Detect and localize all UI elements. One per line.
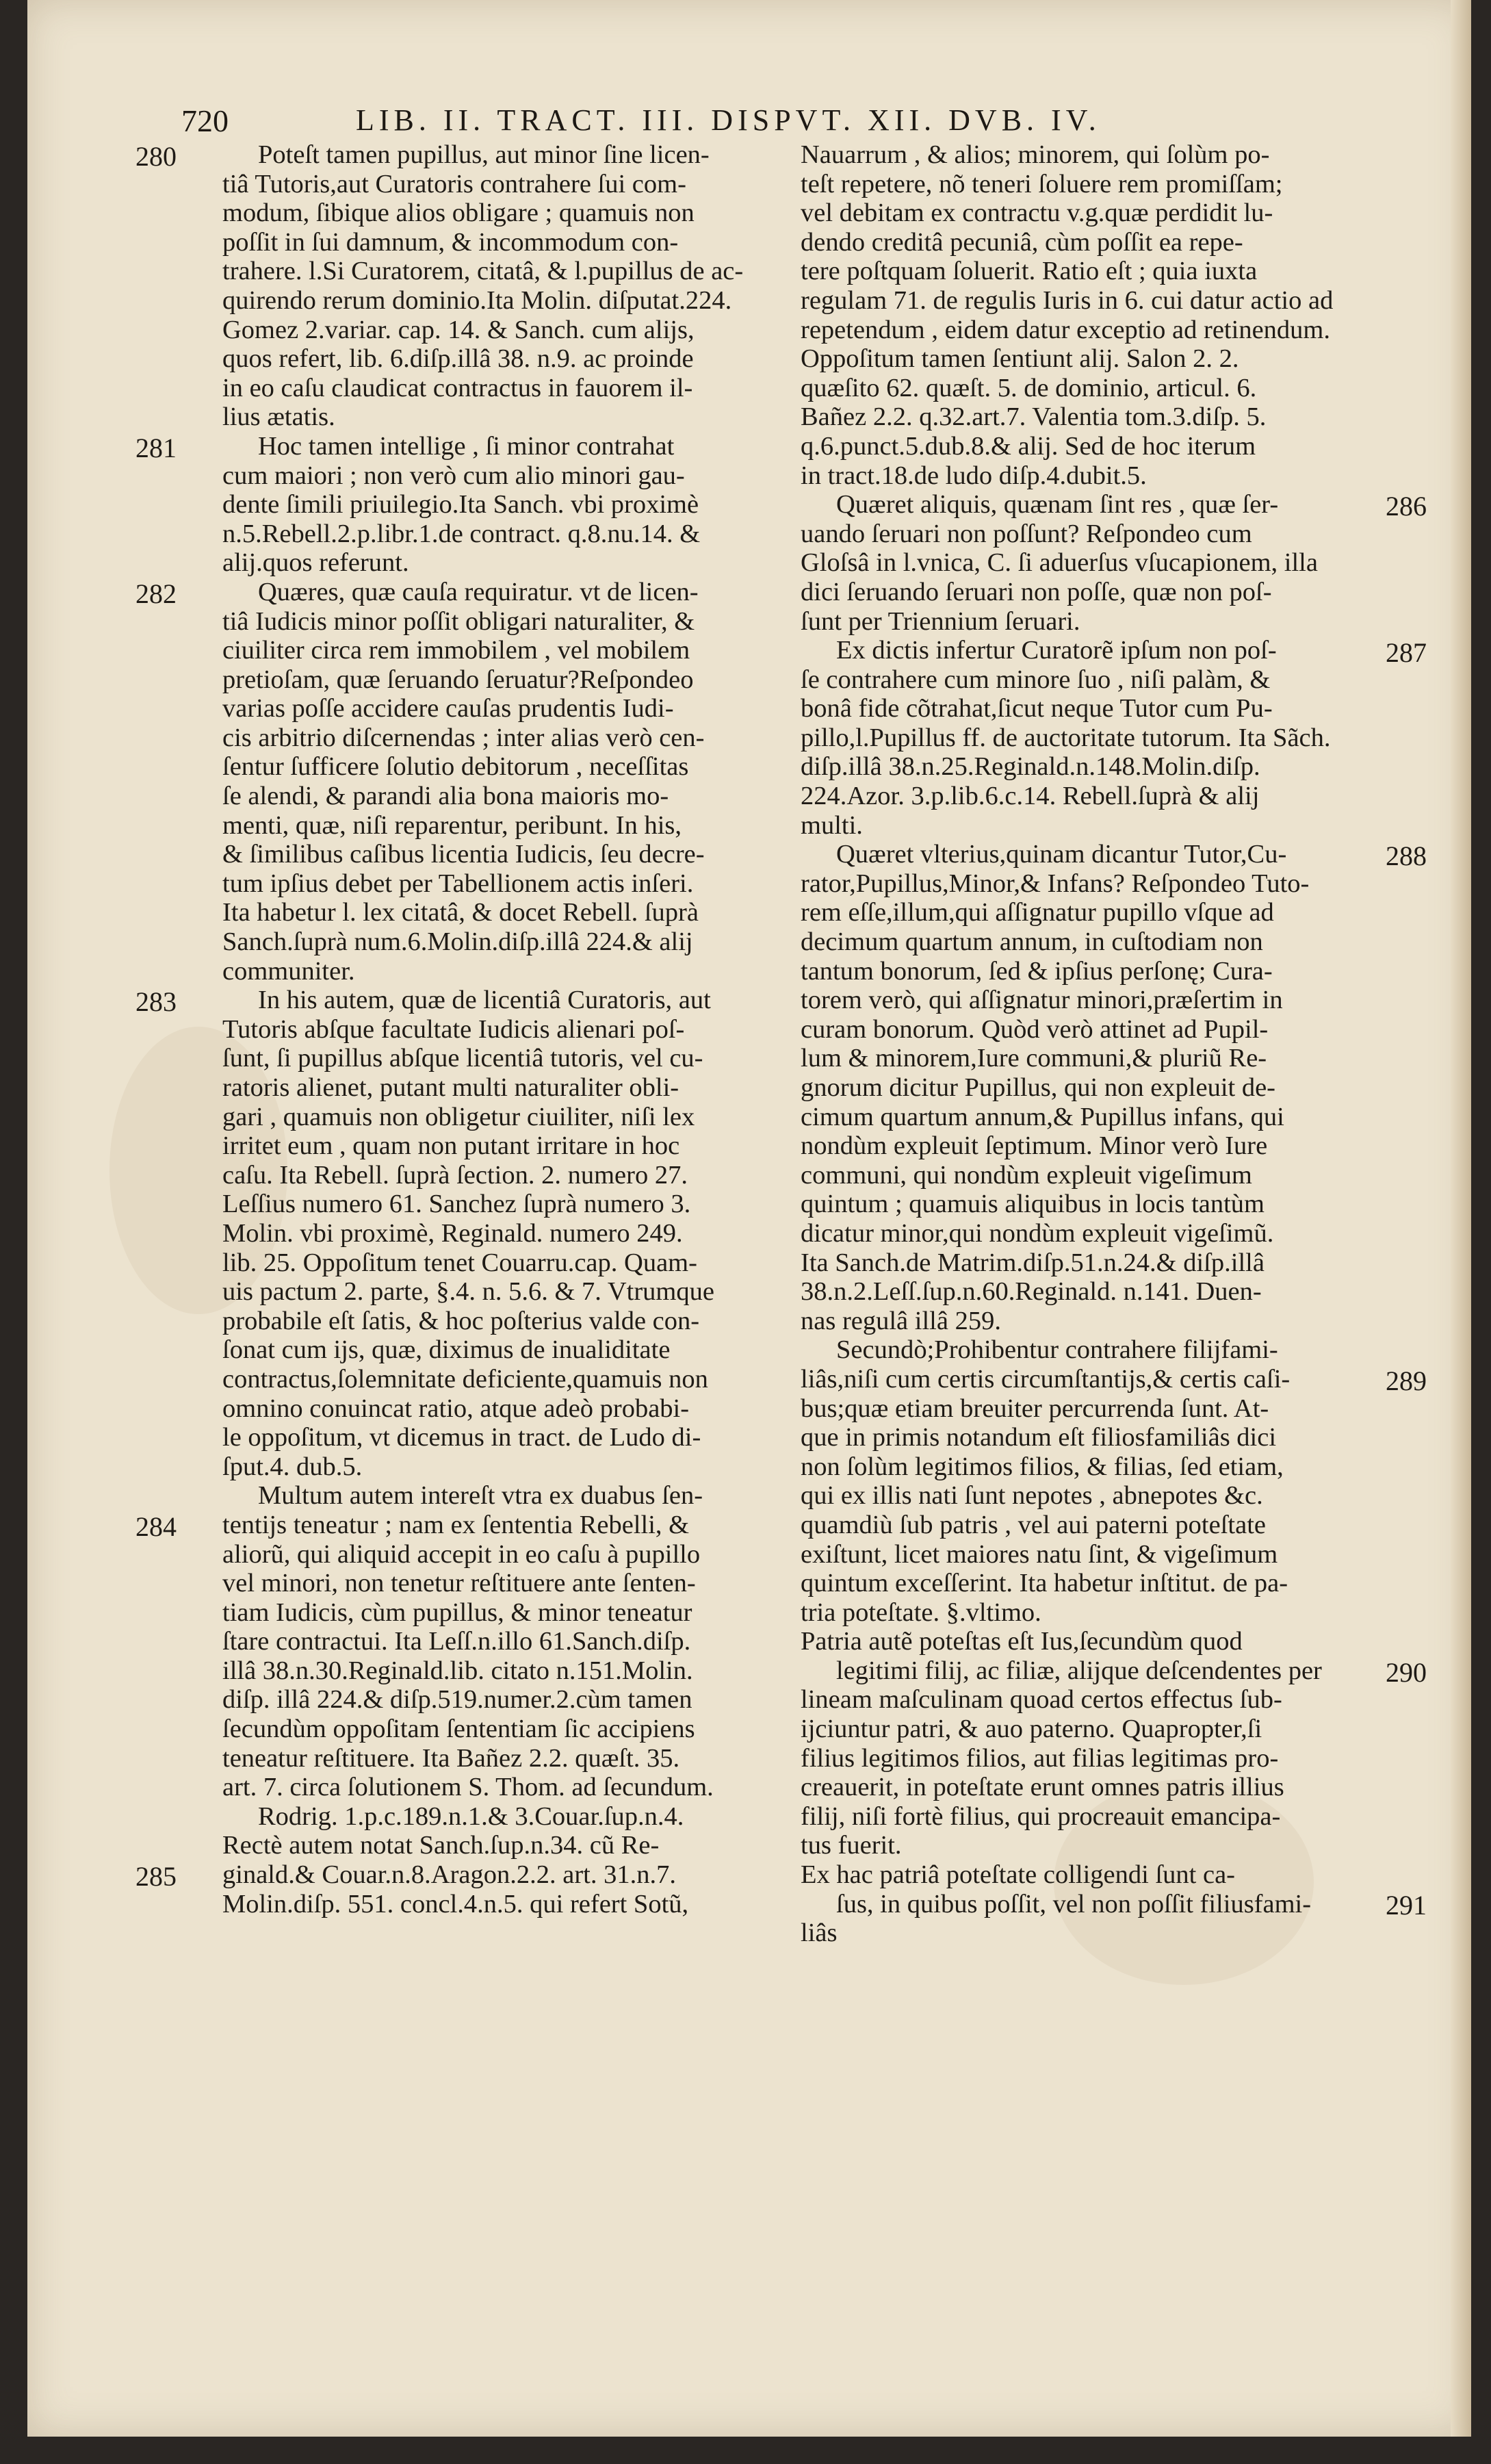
text-line: n.5.Rebell.2.p.libr.1.de contract. q.8.nu.14. & [222, 519, 701, 548]
text-line: tere poſtquam ſoluerit. Ratio eſt ; quia iuxta [801, 257, 1258, 286]
text-line: ijciuntur patri, & auo paterno. Quapropter,ſi [801, 1715, 1262, 1744]
text-line: communiter. [222, 956, 355, 986]
text-line: Hoc tamen intellige , ſi minor contrahat [258, 431, 675, 461]
book-page [27, 0, 1471, 2437]
text-line: 224.Azor. 3.p.lib.6.c.14. Rebell.ſuprà & alij [801, 782, 1260, 811]
text-line: quirendo rerum dominio.Ita Molin. diſputat.224. [222, 285, 732, 315]
text-line: regulam 71. de regulis Iuris in 6. cui datur actio ad [801, 285, 1334, 315]
text-line: pillo,l.Pupillus ff. de auctoritate tutorum. Ita Sãch. [801, 723, 1331, 752]
text-line: curam bonorum. Quòd verò attinet ad Pupil- [801, 1014, 1269, 1044]
text-line: 38.n.2.Leſſ.ſup.n.60.Reginald. n.141. Duen- [801, 1277, 1262, 1307]
text-line: exiſtunt, licet maiores natu ſint, & vigeſimum [801, 1539, 1278, 1569]
text-line: alij.quos referunt. [222, 548, 409, 578]
text-line: ginald.& Couar.n.8.Aragon.2.2. art. 31.n.7. [222, 1860, 676, 1890]
text-line: ſonat cum ijs, quæ, diximus de inualiditate [222, 1335, 671, 1365]
text-line: uando ſeruari non poſſunt? Reſpondeo cum [801, 519, 1252, 548]
text-line: ſe contrahere cum minore ſuo , niſi palàm, & [801, 665, 1271, 694]
text-line: tum ipſius debet per Tabellionem actis inſeri. [222, 869, 694, 898]
text-line: quintum ; quamuis aliquibus in locis tantùm [801, 1190, 1265, 1219]
text-line: tus fuerit. [801, 1831, 902, 1860]
text-line: repetendum , eidem datur exceptio ad retinendum. [801, 315, 1330, 344]
text-line: ſentur ſufficere ſolutio debitorum , neceſſitas [222, 752, 689, 782]
margin-number: 291 [1386, 1890, 1427, 1921]
text-line: varias poſſe accidere cauſas prudentis Iudi- [222, 694, 674, 723]
text-line: menti, quæ, niſi reparentur, peribunt. In his, [222, 810, 682, 840]
text-line: Multum autem intereſt vtra ex duabus ſen- [258, 1481, 703, 1511]
text-line: caſu. Ita Rebell. ſuprà ſection. 2. numero 27. [222, 1160, 688, 1190]
text-line: aliorũ, qui aliquid accepit in eo caſu à pupillo [222, 1539, 701, 1569]
text-line: Molin. vbi proximè, Reginald. numero 249. [222, 1218, 683, 1248]
text-line: quæſito 62. quæſt. 5. de dominio, articul. 6. [801, 373, 1257, 402]
text-line: poſſit in ſui damnum, & incommodum con- [222, 227, 679, 257]
text-line: vel debitam ex contractu v.g.quæ perdidit lu- [801, 198, 1273, 228]
margin-number: 284 [135, 1511, 177, 1542]
text-line: diſp.illâ 38.n.25.Reginald.n.148.Molin.diſp. [801, 752, 1260, 782]
text-line: cis arbitrio diſcernendas ; inter alias verò cen- [222, 723, 705, 752]
text-line: art. 7. circa ſolutionem S. Thom. ad ſecundum. [222, 1773, 714, 1802]
text-line: tiâ Iudicis minor poſſit obligari naturaliter, & [222, 606, 695, 636]
text-line: lineam maſculinam quoad certos effectus ſub- [801, 1685, 1282, 1715]
text-line: cum maiori ; non verò cum alio minori gau- [222, 461, 685, 490]
text-line: multi. [801, 810, 863, 840]
text-line: teſt repetere, nõ teneri ſoluere rem promiſſam; [801, 169, 1283, 198]
text-line: quamdiù ſub patris , vel aui paterni poteſtate [801, 1510, 1266, 1539]
text-line: nas regulâ illâ 259. [801, 1306, 1001, 1335]
text-line: qui ex illis nati ſunt nepotes , abnepotes &c. [801, 1481, 1263, 1511]
margin-number: 285 [135, 1861, 177, 1892]
text-line: omnino conuincat ratio, atque adeò probabi- [222, 1394, 690, 1423]
text-line: ſunt, ſi pupillus abſque licentiâ tutoris, vel cu- [222, 1044, 703, 1073]
text-line: dicatur minor,qui nondùm expleuit vigeſimũ. [801, 1218, 1274, 1248]
text-line: quintum exceſſerint. Ita habetur inſtitut. de pa- [801, 1569, 1288, 1598]
text-line: dici ſeruando ſeruari non poſſe, quæ non poſ- [801, 577, 1272, 606]
margin-number: 288 [1386, 840, 1427, 871]
text-line: creauerit, in poteſtate erunt omnes patris illius [801, 1773, 1284, 1802]
text-line: tiâ Tutoris,aut Curatoris contrahere ſui com- [222, 169, 686, 198]
left-text-column [222, 140, 842, 1918]
text-line: tria poteſtate. §.vltimo. [801, 1597, 1041, 1627]
page-number: 720 [181, 103, 229, 138]
text-line: illâ 38.n.30.Reginald.lib. citato n.151.Molin. [222, 1656, 693, 1685]
text-line: lib. 25. Oppoſitum tenet Couarru.cap. Quam- [222, 1248, 697, 1277]
text-line: liâs [801, 1918, 838, 1948]
text-line: filius legitimos filios, aut filias legitimas pro- [801, 1743, 1279, 1773]
text-line: Quæret vlterius,quinam dicantur Tutor,Cu- [836, 840, 1287, 869]
text-line: Gomez 2.variar. cap. 14. & Sanch. cum alijs, [222, 315, 695, 344]
text-line: ſtare contractui. Ita Leſſ.n.illo 61.Sanch.diſp. [222, 1627, 691, 1656]
text-line: Ex hac patriâ poteſtate colligendi ſunt ca- [801, 1860, 1235, 1890]
text-line: Ita Sanch.de Matrim.diſp.51.n.24.& diſp.illâ [801, 1248, 1265, 1277]
text-line: Quæret aliquis, quænam ſint res , quæ ſer- [836, 490, 1279, 519]
text-line: tentijs teneatur ; nam ex ſententia Rebelli, & [222, 1510, 690, 1539]
margin-number: 281 [135, 433, 177, 463]
text-line: pretioſam, quæ ſeruando ſeruatur?Reſpondeo [222, 665, 694, 694]
text-line: vel minori, non tenetur reſtituere ante ſenten- [222, 1569, 696, 1598]
text-line: Ex dictis infertur Curatorẽ ipſum non poſ- [836, 636, 1277, 665]
text-line: Secundò;Prohibentur contrahere filijfami- [836, 1335, 1278, 1365]
text-line: quos refert, lib. 6.diſp.illâ 38. n.9. ac proinde [222, 344, 694, 374]
text-line: ciuiliter circa rem immobilem , vel mobilem [222, 636, 690, 665]
text-line: ſunt per Triennium ſeruari. [801, 606, 1080, 636]
text-line: filij, niſi fortè filius, qui procreauit emancipa- [801, 1801, 1281, 1831]
text-line: contractus,ſolemnitate deficiente,quamuis non [222, 1364, 708, 1394]
text-line: bus;quæ etiam breuiter percurrenda ſunt. At- [801, 1394, 1269, 1423]
margin-number: 289 [1386, 1365, 1427, 1396]
text-line: cimum quartum annum,& Pupillus infans, qui [801, 1102, 1284, 1131]
text-line: gnorum dicitur Pupillus, qui non expleuit de- [801, 1073, 1275, 1102]
text-line: tantum bonorum, ſed & ipſius perſonę; Cura- [801, 956, 1273, 986]
text-line: lius ætatis. [222, 402, 335, 432]
running-title: LIB. II. TRACT. III. DISPVT. XII. DVB. IV. [356, 103, 1101, 137]
text-line: Gloſsâ in l.vnica, C. ſi aduerſus vſucapionem, illa [801, 548, 1318, 578]
text-line: ſecundùm oppoſitam ſententiam ſic accipiens [222, 1715, 695, 1744]
text-line: nondùm expleuit ſeptimum. Minor verò Iure [801, 1131, 1268, 1161]
text-line: decimum quartum annum, in cuſtodiam non [801, 927, 1263, 957]
text-line: lum & minorem,Iure communi,& pluriũ Re- [801, 1044, 1267, 1073]
margin-number: 280 [135, 141, 177, 172]
text-line: Tutoris abſque facultate Iudicis alienari poſ- [222, 1014, 685, 1044]
text-line: Rectè autem notat Sanch.ſup.n.34. cũ Re- [222, 1831, 660, 1860]
text-line: trahere. l.Si Curatorem, citatâ, & l.pupillus de ac- [222, 257, 744, 286]
text-line: Molin.diſp. 551. concl.4.n.5. qui refert Sotũ, [222, 1889, 689, 1918]
text-line: q.6.punct.5.dub.8.& alij. Sed de hoc iterum [801, 431, 1256, 461]
margin-number: 287 [1386, 637, 1427, 668]
text-line: liâs,niſi cum certis circumſtantijs,& certis caſi- [801, 1364, 1291, 1394]
text-line: Ita habetur l. lex citatâ, & docet Rebell. ſuprà [222, 898, 699, 927]
text-line: torem verò, qui aſſignatur minori,præſertim in [801, 986, 1283, 1015]
text-line: ſput.4. dub.5. [222, 1452, 363, 1481]
text-line: ſus, in quibus poſſit, vel non poſſit filiusfami- [836, 1889, 1312, 1918]
text-line: legitimi filij, ac filiæ, alijque deſcendentes per [836, 1656, 1322, 1685]
text-line: teneatur reſtituere. Ita Bañez 2.2. quæſt. 35. [222, 1743, 680, 1773]
text-line: irritet eum , quam non putant irritare in hoc [222, 1131, 680, 1161]
text-line: Poteſt tamen pupillus, aut minor ſine licen- [258, 140, 710, 169]
text-line: non ſolùm legitimos filios, & filias, ſed etiam, [801, 1452, 1284, 1481]
text-line: & ſimilibus caſibus licentia Iudicis, ſeu decre- [222, 840, 705, 869]
text-line: tiam Iudicis, cùm pupillus, & minor teneatur [222, 1597, 692, 1627]
text-line: que in primis notandum eſt filiosfamiliâs dici [801, 1423, 1277, 1452]
text-line: probabile eſt ſatis, & hoc poſterius valde con- [222, 1306, 700, 1335]
text-line: In his autem, quæ de licentiâ Curatoris, aut [258, 986, 711, 1015]
text-line: dendo creditâ pecuniâ, cùm poſſit ea repe- [801, 227, 1243, 257]
text-line: Bañez 2.2. q.32.art.7. Valentia tom.3.diſp. 5. [801, 402, 1267, 432]
text-line: ſe alendi, & parandi alia bona maioris mo- [222, 782, 669, 811]
text-line: le oppoſitum, vt dicemus in tract. de Ludo di- [222, 1423, 701, 1452]
text-line: Leſſius numero 61. Sanchez ſuprà numero 3. [222, 1190, 691, 1219]
right-text-column [801, 140, 1403, 1948]
margin-number: 290 [1386, 1657, 1427, 1688]
text-line: in tract.18.de ludo diſp.4.dubit.5. [801, 461, 1147, 490]
margin-number: 286 [1386, 491, 1427, 522]
text-line: in eo caſu claudicat contractus in fauorem il- [222, 373, 693, 402]
text-line: Oppoſitum tamen ſentiunt alij. Salon 2. 2. [801, 344, 1239, 374]
text-line: Nauarrum , & alios; minorem, qui ſolùm po- [801, 140, 1270, 169]
text-line: modum, ſibique alios obligare ; quamuis non [222, 198, 695, 228]
margin-number: 282 [135, 578, 177, 609]
text-line: rator,Pupillus,Minor,& Infans? Reſpondeo Tuto- [801, 869, 1310, 898]
text-line: ratoris alienet, putant multi naturaliter obli- [222, 1073, 679, 1102]
text-line: Quæres, quæ cauſa requiratur. vt de licen- [258, 577, 699, 606]
page-edge [1451, 0, 1471, 2437]
text-line: Patria autẽ poteſtas eſt Ius,ſecundùm quod [801, 1627, 1243, 1656]
text-line: communi, qui nondùm expleuit vigeſimum [801, 1160, 1252, 1190]
running-header [27, 103, 1471, 144]
text-line: diſp. illâ 224.& diſp.519.numer.2.cùm tamen [222, 1685, 692, 1715]
text-line: Sanch.ſuprà num.6.Molin.diſp.illâ 224.& alij [222, 927, 693, 957]
text-line: Rodrig. 1.p.c.189.n.1.& 3.Couar.ſup.n.4. [258, 1801, 684, 1831]
text-line: rem eſſe,illum,qui aſſignatur pupillo vſque ad [801, 898, 1274, 927]
text-line: bonâ fide cõtrahat,ſicut neque Tutor cum Pu- [801, 694, 1273, 723]
text-line: uis pactum 2. parte, §.4. n. 5.6. & 7. Vtrumque [222, 1277, 714, 1307]
text-line: gari , quamuis non obligetur ciuiliter, niſi lex [222, 1102, 695, 1131]
text-line: dente ſimili priuilegio.Ita Sanch. vbi proximè [222, 490, 699, 519]
margin-number: 283 [135, 986, 177, 1017]
